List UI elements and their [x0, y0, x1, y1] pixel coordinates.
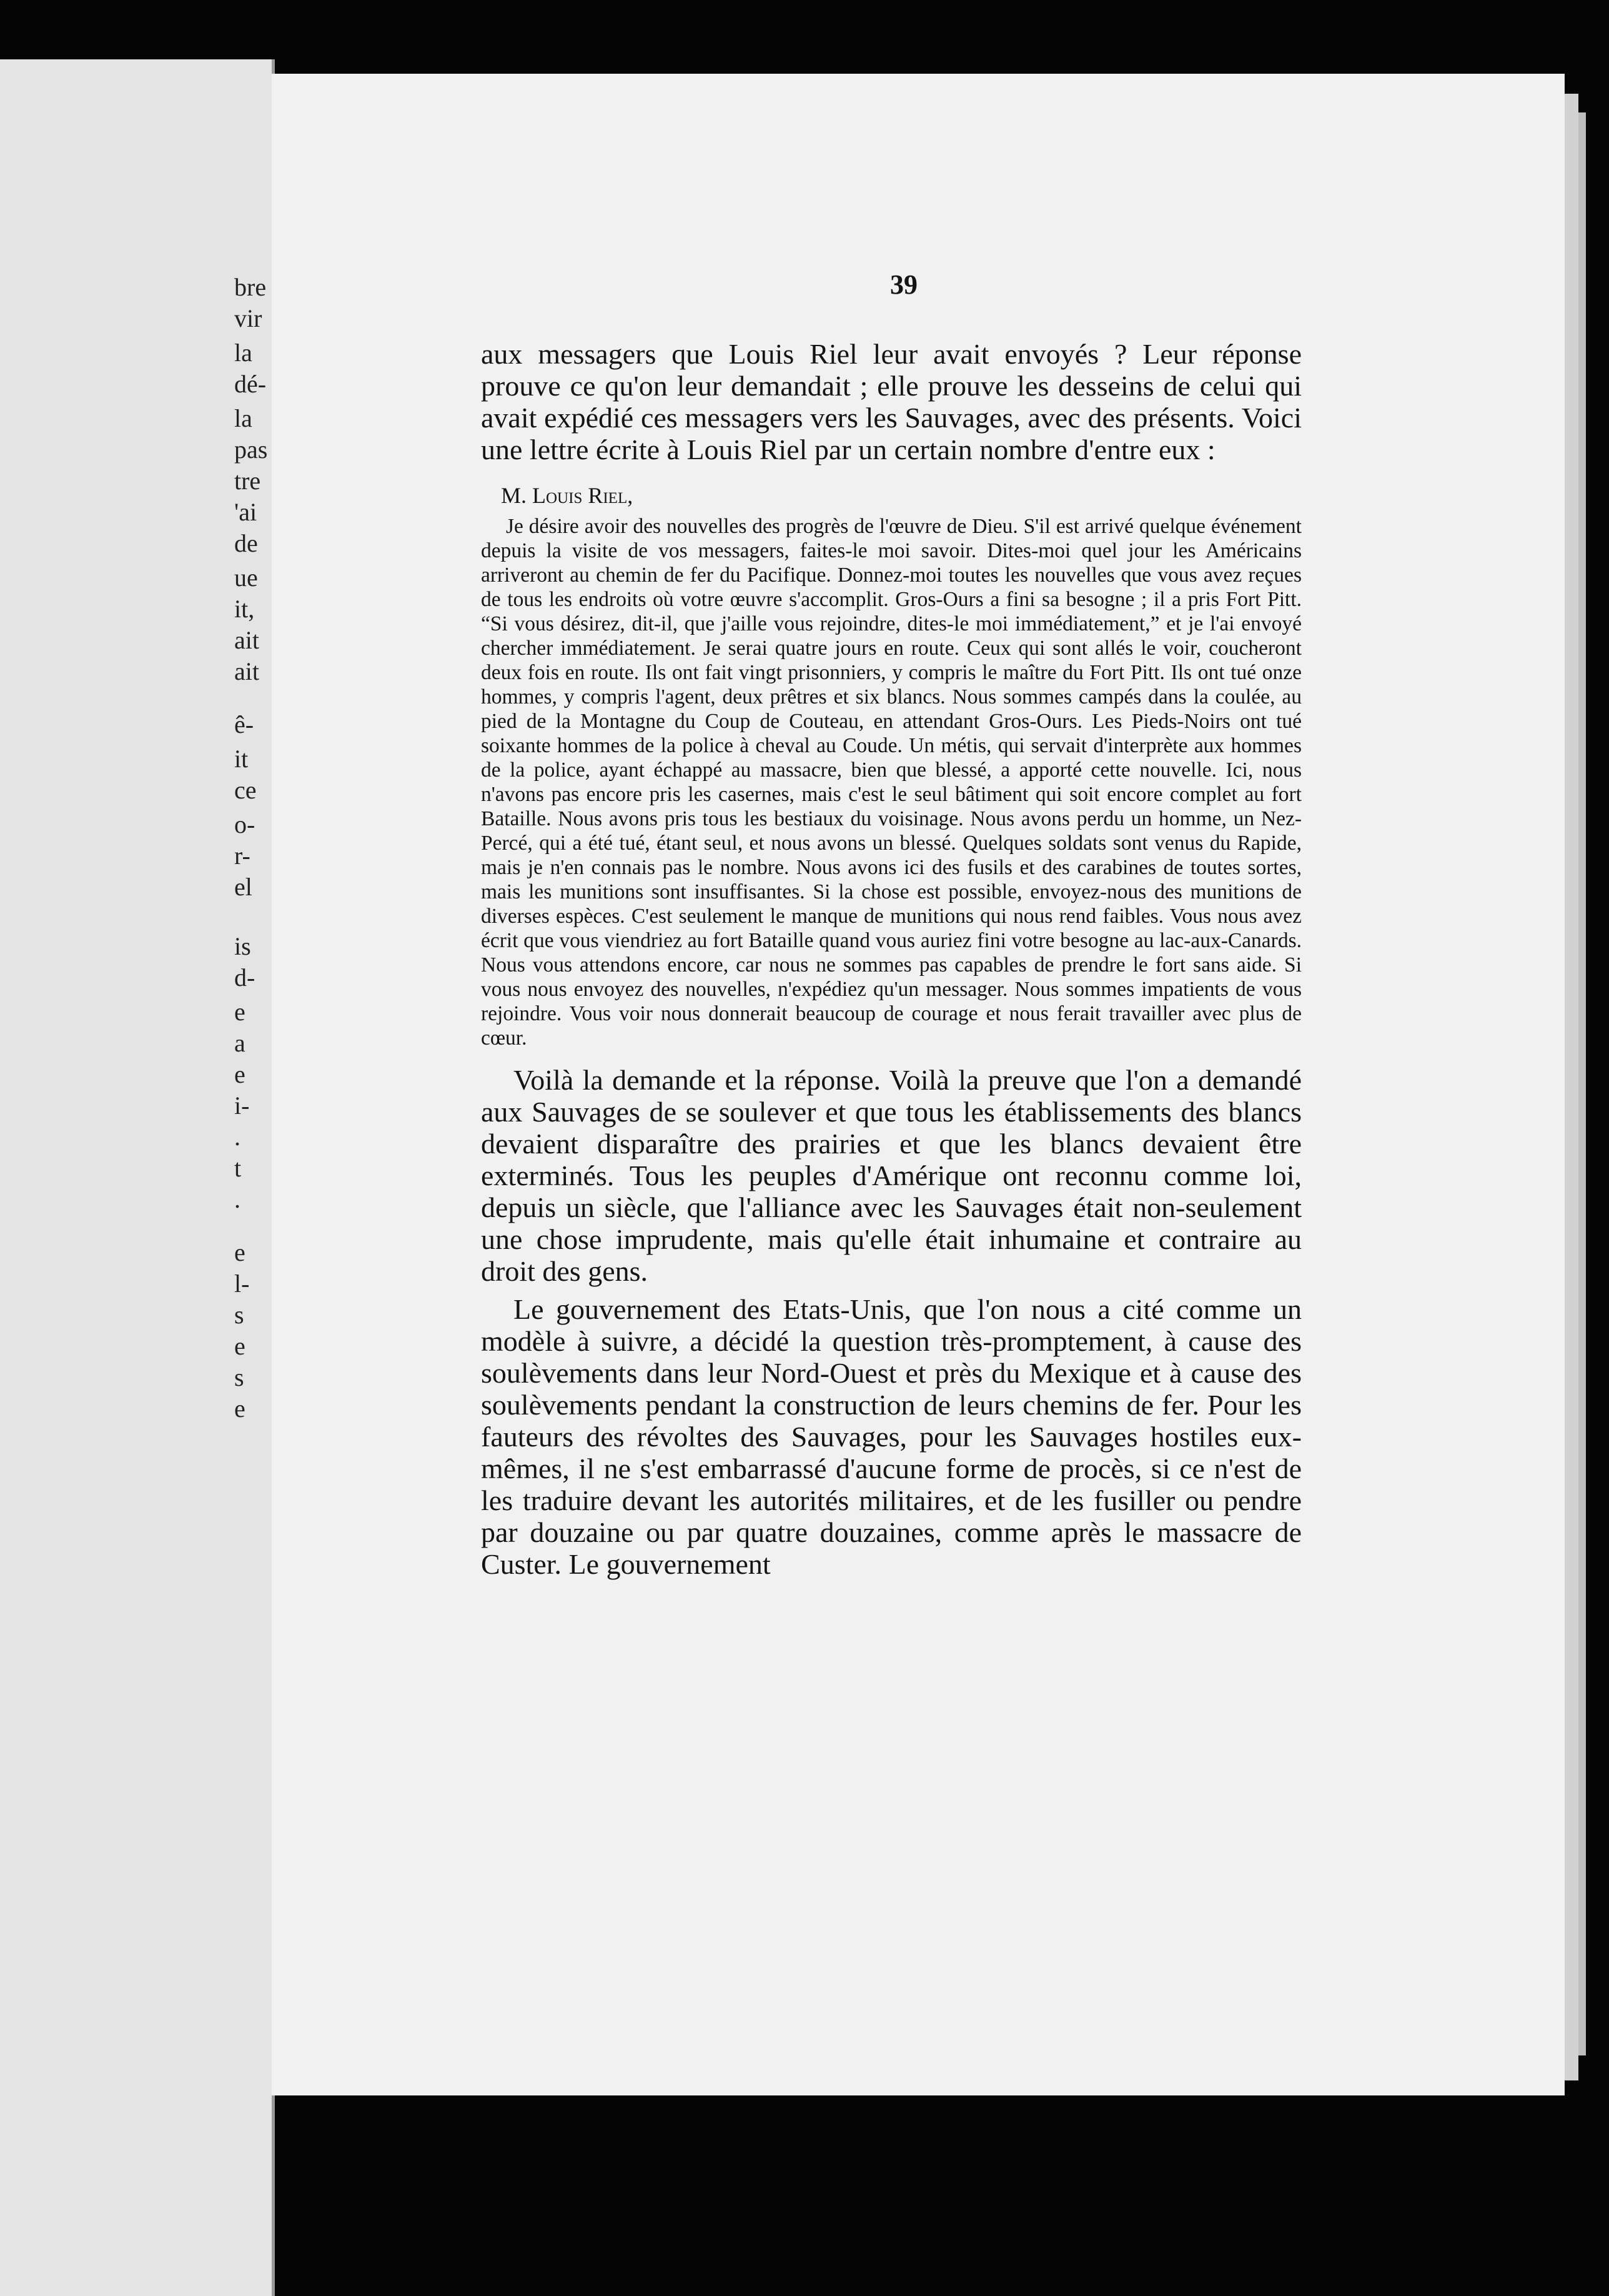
- page-number: 39: [890, 269, 918, 300]
- left-fragment: e: [234, 1394, 245, 1423]
- left-fragment: s: [234, 1301, 244, 1329]
- left-fragment: ce: [234, 776, 257, 804]
- left-fragment: a: [234, 1029, 245, 1057]
- salutation-prefix: M.: [501, 483, 527, 508]
- left-fragment: el: [234, 873, 252, 901]
- salutation-name: Louis Riel,: [532, 483, 633, 508]
- left-fragment: is: [234, 932, 251, 960]
- left-fragment: o-: [234, 810, 255, 838]
- page-text-block: [481, 269, 1302, 1580]
- left-fragment: t: [234, 1154, 242, 1182]
- left-fragment: i-: [234, 1091, 250, 1120]
- left-fragment: d-: [234, 963, 255, 991]
- left-fragment: .: [234, 1123, 240, 1151]
- page-edge: [1565, 94, 1578, 2080]
- left-fragment: ait: [234, 626, 259, 654]
- left-fragment: dé-: [234, 370, 267, 398]
- left-fragment: s: [234, 1363, 244, 1391]
- left-fragment: it,: [234, 595, 255, 623]
- left-fragment: e: [234, 998, 245, 1026]
- left-fragment: ue: [234, 564, 258, 592]
- left-fragment: de: [234, 529, 258, 557]
- left-fragment: it: [234, 745, 249, 773]
- left-fragment: e: [234, 1238, 245, 1266]
- left-fragment: l-: [234, 1270, 250, 1298]
- left-fragment: la: [234, 339, 252, 367]
- left-fragment: e: [234, 1332, 245, 1360]
- page-edge-shadow: [1578, 112, 1586, 2055]
- left-fragment: bre: [234, 273, 267, 301]
- left-fragment: 'ai: [234, 498, 257, 526]
- quoted-letter: [481, 482, 1302, 1050]
- left-fragment: la: [234, 404, 252, 432]
- left-fragment: vir: [234, 304, 262, 332]
- left-fragment: r-: [234, 842, 250, 870]
- letter-body: Je désire avoir des nouvelles des progrès de l'œuvre de Dieu. S'il est arrivé quelque événement depuis la visite de vos messagers, faites-le moi savoir. Dites-moi quel jour les Américains arriveront au chemin de fer du Pacifique. Donnez-moi toutes les nouvelles que vous avez reçues de tous les endroits où votre œuvre s'accomplit. Gros-Ours a fini sa besogne ; il a pris Fort Pitt. “Si vous désirez, dit-il, que j'aille vous rejoindre, dites-le moi immédiatement,” et je l'ai envoyé chercher immédiatement. Je serai quatre jours en route. Ceux qui sont allés le voir, coucheront deux fois en route. Ils ont fait vingt prisonniers, y compris le maître du Fort Pitt. Ils ont tué onze hommes, y compris l'agent, deux prêtres et six blancs. Nous sommes campés dans la coulée, au pied de la Montagne du Coup de Couteau, en attendant Gros-Ours. Les Pieds-Noirs ont tué soixante hommes de la police à cheval au Coude. Un métis, qui servait d'interprète aux hommes de la police, ayant échappé au massacre, bien que blessé, a apporté cette nouvelle. Ici, nous n'avons pas encore pris les casernes, mais c'est le seul bâtiment qui soit encore complet au fort Bataille. Nous avons pris tous les bestiaux du voisinage. Nous avons perdu un homme, un Nez-Percé, qui a été tué, étant seul, et nous avons un blessé. Quelques soldats sont venus du Rapide, mais je n'en connais pas le nombre. Nous avons ici des fusils et des carabines de toutes sortes, mais les munitions sont insuffisantes. Si la chose est possible, envoyez-nous des munitions de diverses espèces. C'est seulement le manque de munitions qui nous rend faibles. Vous nous avez écrit que vous viendriez au fort Bataille quand vous auriez fini votre besogne au lac-aux-Canards. Nous vous attendons encore, car nous ne sommes pas capables de prendre le fort sans aide. Si vous nous envoyez des nouvelles, n'expédiez qu'un messager. Nous sommes impatients de vous rejoindre. Vous voir nous donnerait beaucoup de courage et nous ferait travailler avec plus de cœur.: [481, 515, 1302, 1050]
- left-fragment: .: [234, 1185, 240, 1213]
- left-fragment: ait: [234, 657, 259, 685]
- paragraph-intro: aux messagers que Louis Riel leur avait envoyés ? Leur réponse prouve ce qu'on leur demandait ; elle prouve les desseins de celui qui avait expédié ces messagers vers les Sauvages, avec des présents. Voici une lettre écrite à Louis Riel par un certain nombre d'entre eux :: [481, 338, 1302, 465]
- letter-salutation: [501, 482, 1302, 509]
- paragraph-us-government: Le gouvernement des Etats-Unis, que l'on nous a cité comme un modèle à suivre, a décidé la question très-promptement, à cause des soulèvements dans leur Nord-Ouest et près du Mexique et à cause des soulèvements pendant la construction de leurs chemins de fer. Pour les fauteurs des révoltes des Sauvages, pour les Sauvages hostiles eux-mêmes, il ne s'est embarrassé d'aucune forme de procès, si ce n'est de les traduire devant les autorités militaires, et de les fusiller ou pendre par douzaine ou par quatre douzaines, comme après le massacre de Custer. Le gouvernement: [481, 1293, 1302, 1580]
- left-fragment: pas: [234, 435, 268, 464]
- left-fragment: e: [234, 1060, 245, 1088]
- left-page: [0, 59, 275, 2296]
- left-fragment: tre: [234, 467, 261, 495]
- left-fragment: ê-: [234, 710, 254, 738]
- paragraph-demand-response: Voilà la demande et la réponse. Voilà la preuve que l'on a demandé aux Sauvages de se soulever et que tous les établissements des blancs devaient disparaître des prairies et que les blancs devaient être exterminés. Tous les peuples d'Amérique ont reconnu comme loi, depuis un siècle, que l'alliance avec les Sauvages était non-seulement une chose imprudente, mais qu'elle était inhumaine et contraire au droit des gens.: [481, 1064, 1302, 1287]
